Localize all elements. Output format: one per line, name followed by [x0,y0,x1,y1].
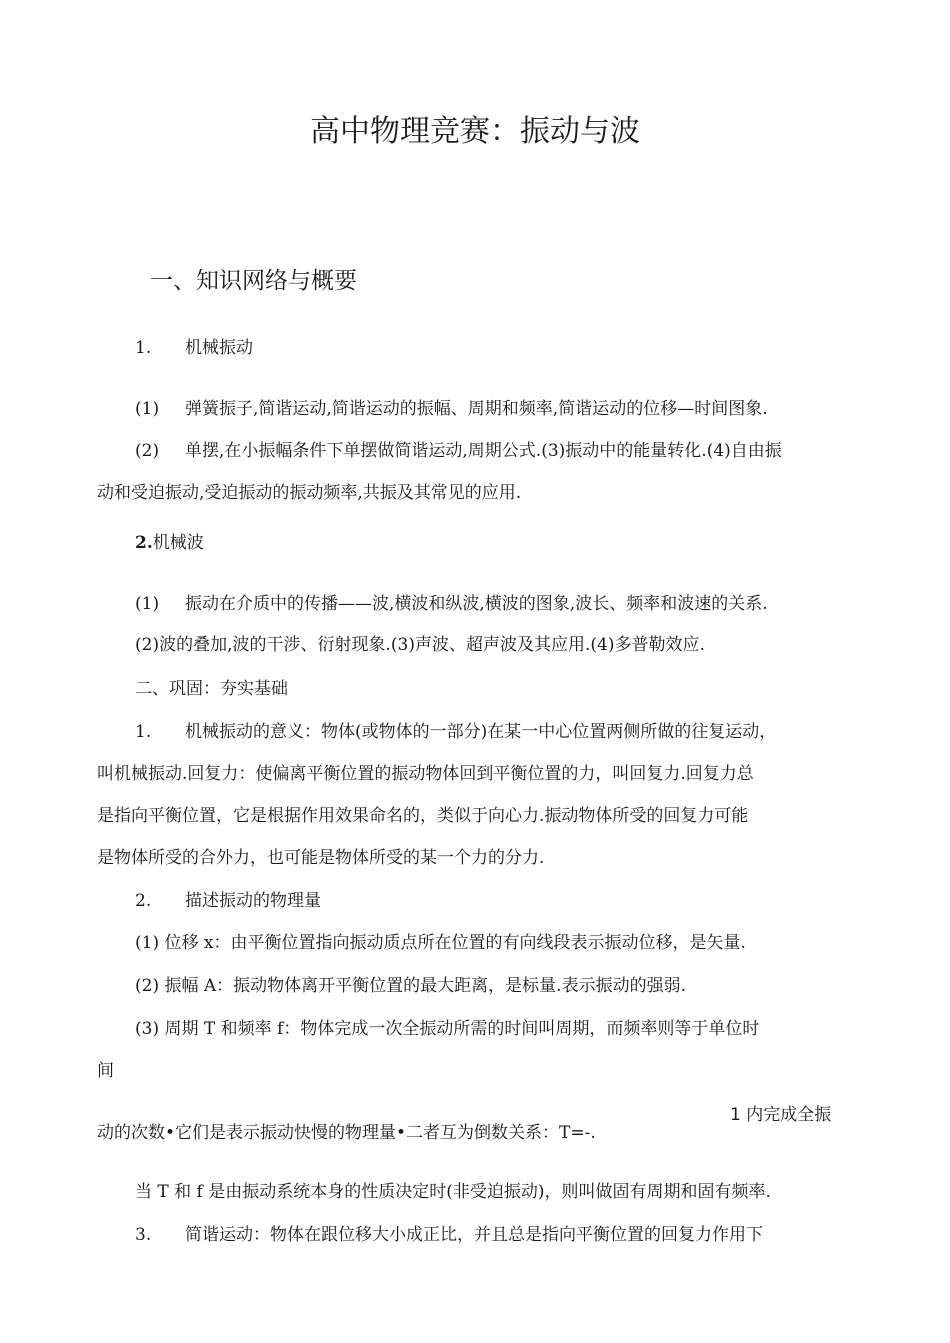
paragraph-text: 弹簧振子,简谐运动,简谐运动的振幅、周期和频率,简谐运动的位移—时间图象. [185,399,768,419]
paragraph-line: 动和受迫振动,受迫振动的振动频率,共振及其常见的应用. [97,483,522,503]
list-number: 2. [135,533,153,553]
paragraph-line [135,592,768,616]
paragraph-line: 当 T 和 f 是由振动系统本身的性质决定时(非受迫振动)，则叫做固有周期和固有频率. [135,1182,771,1202]
paragraph-line: 间 [97,1061,114,1081]
list-number: 1. [135,722,152,742]
paragraph-text: 单摆,在小振幅条件下单摆做简谐运动,周期公式.(3)振动中的能量转化.(4)自由振 [185,441,782,461]
list-label: 描述振动的物理量 [185,891,321,911]
paragraph-line: (1) 位移 x：由平衡位置指向振动质点所在位置的有向线段表示振动位移，是矢量. [135,933,746,953]
paragraph-text: 机械振动的意义：物体(或物体的一部分)在某一中心位置两侧所做的往复运动， [185,722,777,742]
displaced-text: 1 内完成全振 [730,1105,832,1125]
paragraph-line: (2) 振幅 A：振动物体离开平衡位置的最大距离，是标量.表示振动的强弱. [135,976,686,996]
list-item-mechanical-vibration [135,336,253,360]
list-item-simple-harmonic [135,1223,763,1247]
list-number: (1) [135,594,160,614]
paragraph-line: (2)波的叠加,波的干涉、衍射现象.(3)声波、超声波及其应用.(4)多普勒效应. [135,635,705,655]
list-label: 机械振动 [185,338,253,358]
paragraph-text: 简谐运动：物体在跟位移大小成正比，并且总是指向平衡位置的回复力作用下 [185,1225,763,1245]
list-number: 2. [135,891,152,911]
list-number: (2) [135,441,160,461]
paragraph-line: 动的次数•它们是表示振动快慢的物理量•二者互为倒数关系：T=-. [97,1123,596,1143]
paragraph-line: (3) 周期 T 和频率 f：物体完成一次全振动所需的时间叫周期，而频率则等于单位时 [135,1019,760,1039]
paragraph-line: 是物体所受的合外力，也可能是物体所受的某一个力的分力. [97,848,545,868]
list-number: (1) [135,399,160,419]
paragraph-text: 振动在介质中的传播——波,横波和纵波,横波的图象,波长、频率和波速的关系. [185,594,768,614]
section-heading-2: 二、巩固：夯实基础 [135,679,288,699]
section-heading-1: 一、知识网络与概要 [150,268,357,294]
list-label: 机械波 [152,533,204,553]
list-number: 1. [135,338,152,358]
list-item-mechanical-wave [135,531,204,555]
page-title: 高中物理竞赛：振动与波 [310,114,640,149]
paragraph-line [135,720,776,744]
paragraph-line: 叫机械振动.回复力：使偏离平衡位置的振动物体回到平衡位置的力，叫回复力.回复力总 [97,764,754,784]
list-item-physical-quantities [135,889,321,913]
paragraph-line [135,439,782,463]
paragraph-line [135,397,768,421]
list-number: 3. [135,1225,152,1245]
paragraph-line: 是指向平衡位置，它是根据作用效果命名的，类似于向心力.振动物体所受的回复力可能 [97,806,749,826]
